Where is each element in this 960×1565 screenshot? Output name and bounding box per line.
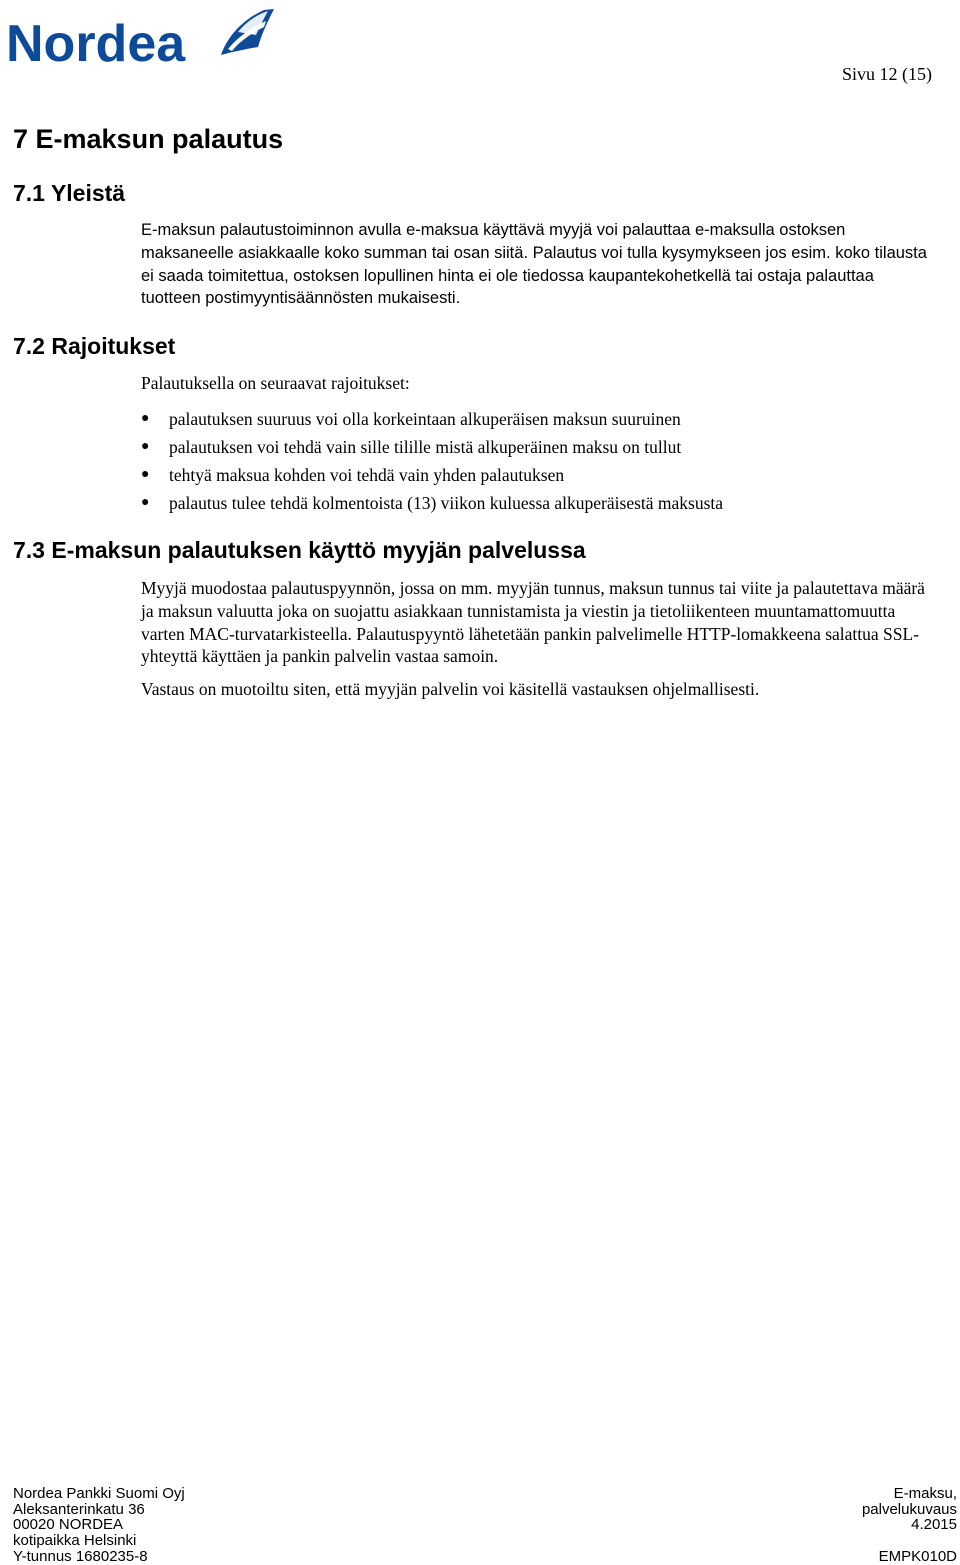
footer-doc-title-1: E-maksu,: [893, 1485, 957, 1502]
footer-domicile: kotipaikka Helsinki: [13, 1532, 137, 1550]
nordea-logo-image: [6, 5, 274, 67]
footer-doc-date: 4.2015: [911, 1516, 957, 1534]
footer-business-id: Y-tunnus 1680235-8: [13, 1547, 148, 1565]
bullet-icon: ●: [141, 495, 150, 510]
footer-street: Aleksanterinkatu 36: [13, 1500, 145, 1518]
footer-document-info: [862, 1486, 957, 1565]
bullet-icon: ●: [141, 439, 150, 454]
restrictions-intro: Palautuksella on seuraavat rajoitukset:: [141, 373, 410, 393]
footer-postcode: 00020 NORDEA: [13, 1516, 124, 1534]
bullet-icon: ●: [141, 411, 150, 426]
paragraph-7-3-1: Myyjä muodostaa palautuspyynnön, jossa on mm. myyjän tunnus, maksun tunnus tai viite ja palautettava määrä ja maksun valuutta joka on suojattu asiakkaan tunnistamista ja viestin ja tietoliikenteen muuntamattomuutta varten MAC-turvatarkisteella. Palautuspyyntö lähetetään pankin palvelimelle HTTP-lomakkeena salattua SSL-yhteyttä käyttäen ja pankin palvelin vastaa samoin.: [141, 578, 925, 667]
restrictions-list: [141, 407, 723, 519]
logo-wordmark: Nordea: [6, 15, 186, 67]
nordea-logo: [6, 5, 274, 67]
paragraph-7-3-2: Vastaus on muotoiltu siten, että myyjän palvelin voi käsitellä vastauksen ohjelmallisesti.: [141, 679, 760, 699]
page-number: Sivu 12 (15): [842, 64, 932, 84]
bullet-icon: ●: [141, 467, 150, 482]
section-title: 7 E-maksun palautus: [13, 124, 284, 154]
footer-company-name: Nordea Pankki Suomi Oyj: [13, 1485, 185, 1502]
list-item: ● tehtyä maksua kohden voi tehdä vain yhden palautuksen: [141, 465, 565, 485]
footer-doc-code: EMPK010D: [878, 1547, 957, 1565]
heading-7-3: 7.3 E-maksun palautuksen käyttö myyjän palvelussa: [13, 537, 586, 563]
footer-company-info: [13, 1486, 185, 1565]
list-item: ● palautuksen suuruus voi olla korkeintaan alkuperäisen maksun suuruinen: [141, 409, 681, 429]
paragraph-7-1: E-maksun palautustoiminnon avulla e-maksua käyttävä myyjä voi palauttaa e-maksulla ostoksen maksaneelle asiakkaalle koko summan tai osan siitä. Palautus voi tulla kysymykseen jos esim. koko tilausta ei saada toimitettua, ostoksen lopullinen hinta ei ole tiedossa kaupantekohetkellä tai ostaja palauttaa tuotteen postimyyntisäännösten mukaisesti.: [141, 221, 927, 308]
heading-7-2: 7.2 Rajoitukset: [13, 333, 176, 359]
list-item: ● palautuksen voi tehdä vain sille tilille mistä alkuperäinen maksu on tullut: [141, 437, 682, 457]
footer-doc-title-2: palvelukuvaus: [861, 1500, 957, 1518]
list-item: ● palautus tulee tehdä kolmentoista (13) viikon kuluessa alkuperäisestä maksusta: [141, 493, 724, 513]
heading-7-1: 7.1 Yleistä: [13, 180, 126, 206]
